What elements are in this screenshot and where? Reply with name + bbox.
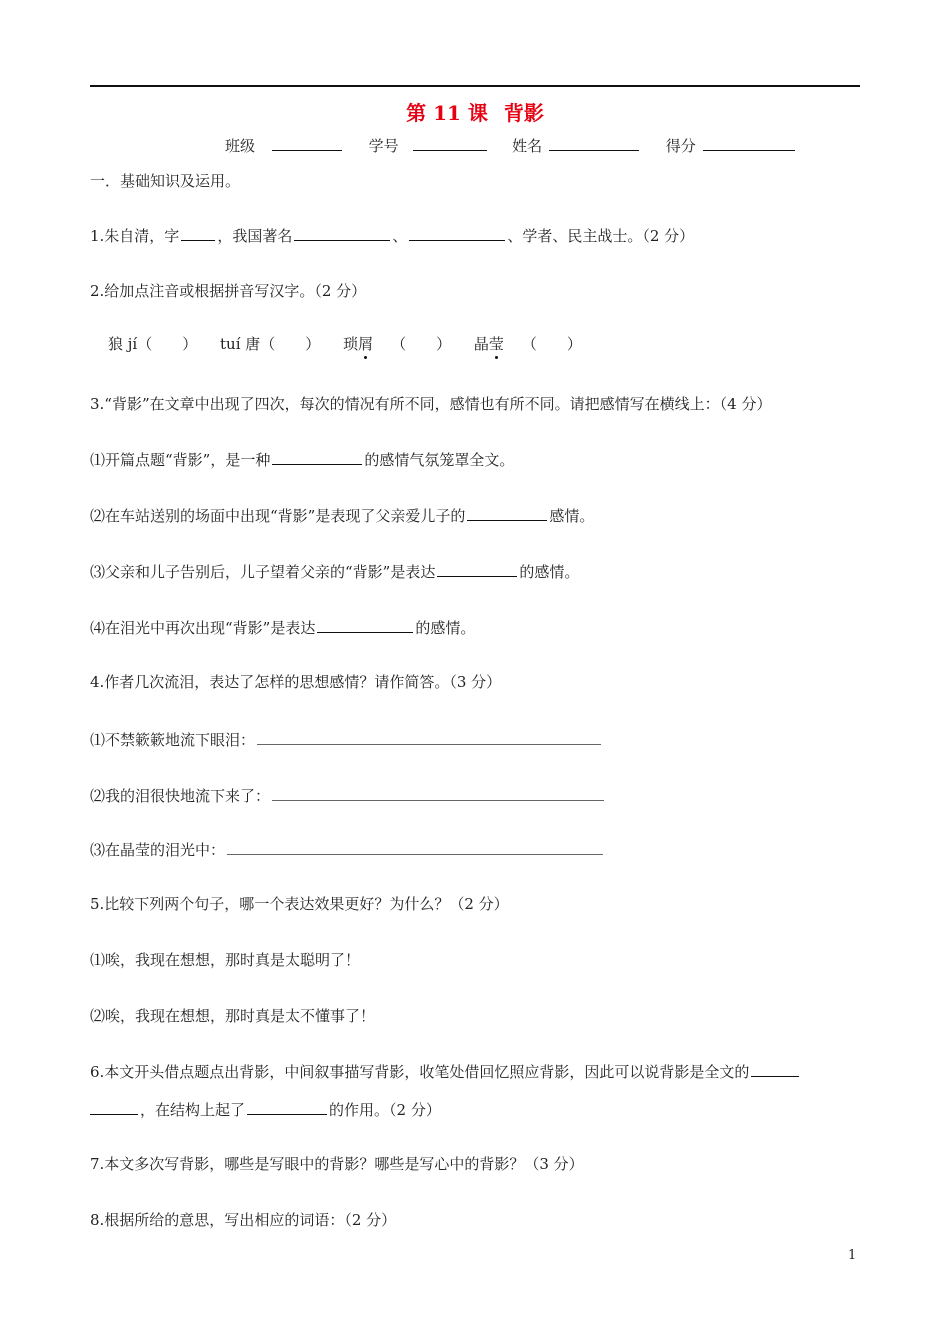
page-number: 1 [848, 1248, 857, 1263]
student-info-row [225, 135, 797, 156]
name-label: 姓名 [512, 137, 543, 155]
q1-text-c: 、 [392, 227, 408, 245]
header-rule [90, 85, 860, 87]
question-4-sub-3 [90, 840, 603, 860]
q1-text-b: ，我国著名 [217, 227, 293, 245]
question-3-sub-3 [90, 562, 579, 582]
question-3-sub-4 [90, 618, 475, 638]
q3-s4-text-a: ⑷在泪光中再次出现“背影”是表达 [90, 619, 316, 637]
q1-blank-1[interactable] [181, 239, 215, 241]
question-4-sub-1 [90, 730, 601, 750]
page-title [0, 97, 950, 126]
q3-s2-text-b: 感情。 [549, 507, 595, 525]
question-5-sub-2: ⑵唉，我现在想想，那时真是太不懂事了！ [90, 1007, 376, 1025]
question-7: 7.本文多次写背影，哪些是写眼中的背影？哪些是写心中的背影？（3 分） [90, 1155, 584, 1173]
q2-dotted-char-1: 屑 [358, 335, 374, 353]
q3-s4-text-b: 的感情。 [415, 619, 476, 637]
q3-s3-text-b: 的感情。 [519, 563, 580, 581]
question-4: 4.作者几次流泪，表达了怎样的思想感情？请作简答。（3 分） [90, 673, 502, 691]
q3-s2-blank[interactable] [467, 519, 547, 521]
q6-blank-1b[interactable] [90, 1113, 138, 1115]
question-3: 3.“背影”在文章中出现了四次，每次的情况有所不同，感情也有所不同。请把感情写在横线上：（4 分） [90, 395, 772, 413]
question-4-sub-2 [90, 786, 604, 806]
q2-item-4: 晶莹 （ ） [473, 335, 582, 353]
q6-text-b: ，在结构上起了 [140, 1101, 246, 1119]
question-3-sub-1 [90, 450, 514, 470]
name-field[interactable] [549, 149, 639, 151]
q2-item-1: 狼 jí（ ） [108, 335, 198, 353]
question-8: 8.根据所给的意思，写出相应的词语：（2 分） [90, 1211, 397, 1229]
q6-blank-1a[interactable] [751, 1075, 799, 1077]
q3-s1-text-a: ⑴开篇点题“背影”，是一种 [90, 451, 271, 469]
q3-s2-text-a: ⑵在车站送别的场面中出现“背影”是表现了父亲爱儿子的 [90, 507, 466, 525]
q4-s1-answer-line[interactable] [257, 743, 601, 745]
number-field[interactable] [413, 149, 487, 151]
question-5-sub-1: ⑴唉，我现在想想，那时真是太聪明了！ [90, 951, 361, 969]
q3-s3-blank[interactable] [437, 575, 517, 577]
q3-s4-blank[interactable] [317, 631, 413, 633]
title-lesson: 第 11 课 [406, 101, 488, 125]
q4-s2-answer-line[interactable] [272, 799, 604, 801]
section-heading: 一．基础知识及运用。 [90, 172, 241, 190]
question-1 [90, 226, 694, 246]
question-6-line-1 [90, 1062, 801, 1082]
q2-dotted-char-2: 莹 [488, 335, 504, 353]
q3-s1-text-b: 的感情气氛笼罩全文。 [364, 451, 515, 469]
q4-s2-text: ⑵我的泪很快地流下来了： [90, 787, 271, 805]
q6-blank-2[interactable] [247, 1113, 327, 1115]
score-label: 得分 [665, 137, 696, 155]
q1-text-d: 、学者、民主战士。（2 分） [507, 227, 695, 245]
question-2: 2.给加点注音或根据拼音写汉字。（2 分） [90, 282, 367, 300]
q6-text-a: 6.本文开头借点题点出背影，中间叙事描写背影，收笔处借回忆照应背影，因此可以说背影是全文的 [90, 1063, 750, 1081]
q2-item-2: tuí 唐（ ） [220, 335, 321, 353]
q4-s3-answer-line[interactable] [227, 853, 603, 855]
q3-s3-text-a: ⑶父亲和儿子告别后，儿子望着父亲的“背影”是表达 [90, 563, 436, 581]
question-2-items [108, 334, 600, 354]
q1-text-a: 1.朱自清，字 [90, 227, 180, 245]
question-5: 5.比较下列两个句子，哪一个表达效果更好？为什么？（2 分） [90, 895, 509, 913]
q1-blank-2[interactable] [294, 239, 390, 241]
question-6-line-2 [90, 1100, 441, 1120]
q6-text-c: 的作用。（2 分） [329, 1101, 441, 1119]
q4-s3-text: ⑶在晶莹的泪光中： [90, 841, 226, 859]
class-label: 班级 [225, 137, 256, 155]
title-name: 背影 [503, 101, 544, 125]
q4-s1-text: ⑴不禁簌簌地流下眼泪： [90, 731, 256, 749]
q3-s1-blank[interactable] [272, 463, 362, 465]
number-label: 学号 [368, 137, 399, 155]
question-3-sub-2 [90, 506, 594, 526]
class-field[interactable] [272, 149, 342, 151]
q2-item-3: 琐屑 （ ） [343, 335, 452, 353]
score-field[interactable] [703, 149, 795, 151]
q1-blank-3[interactable] [409, 239, 505, 241]
